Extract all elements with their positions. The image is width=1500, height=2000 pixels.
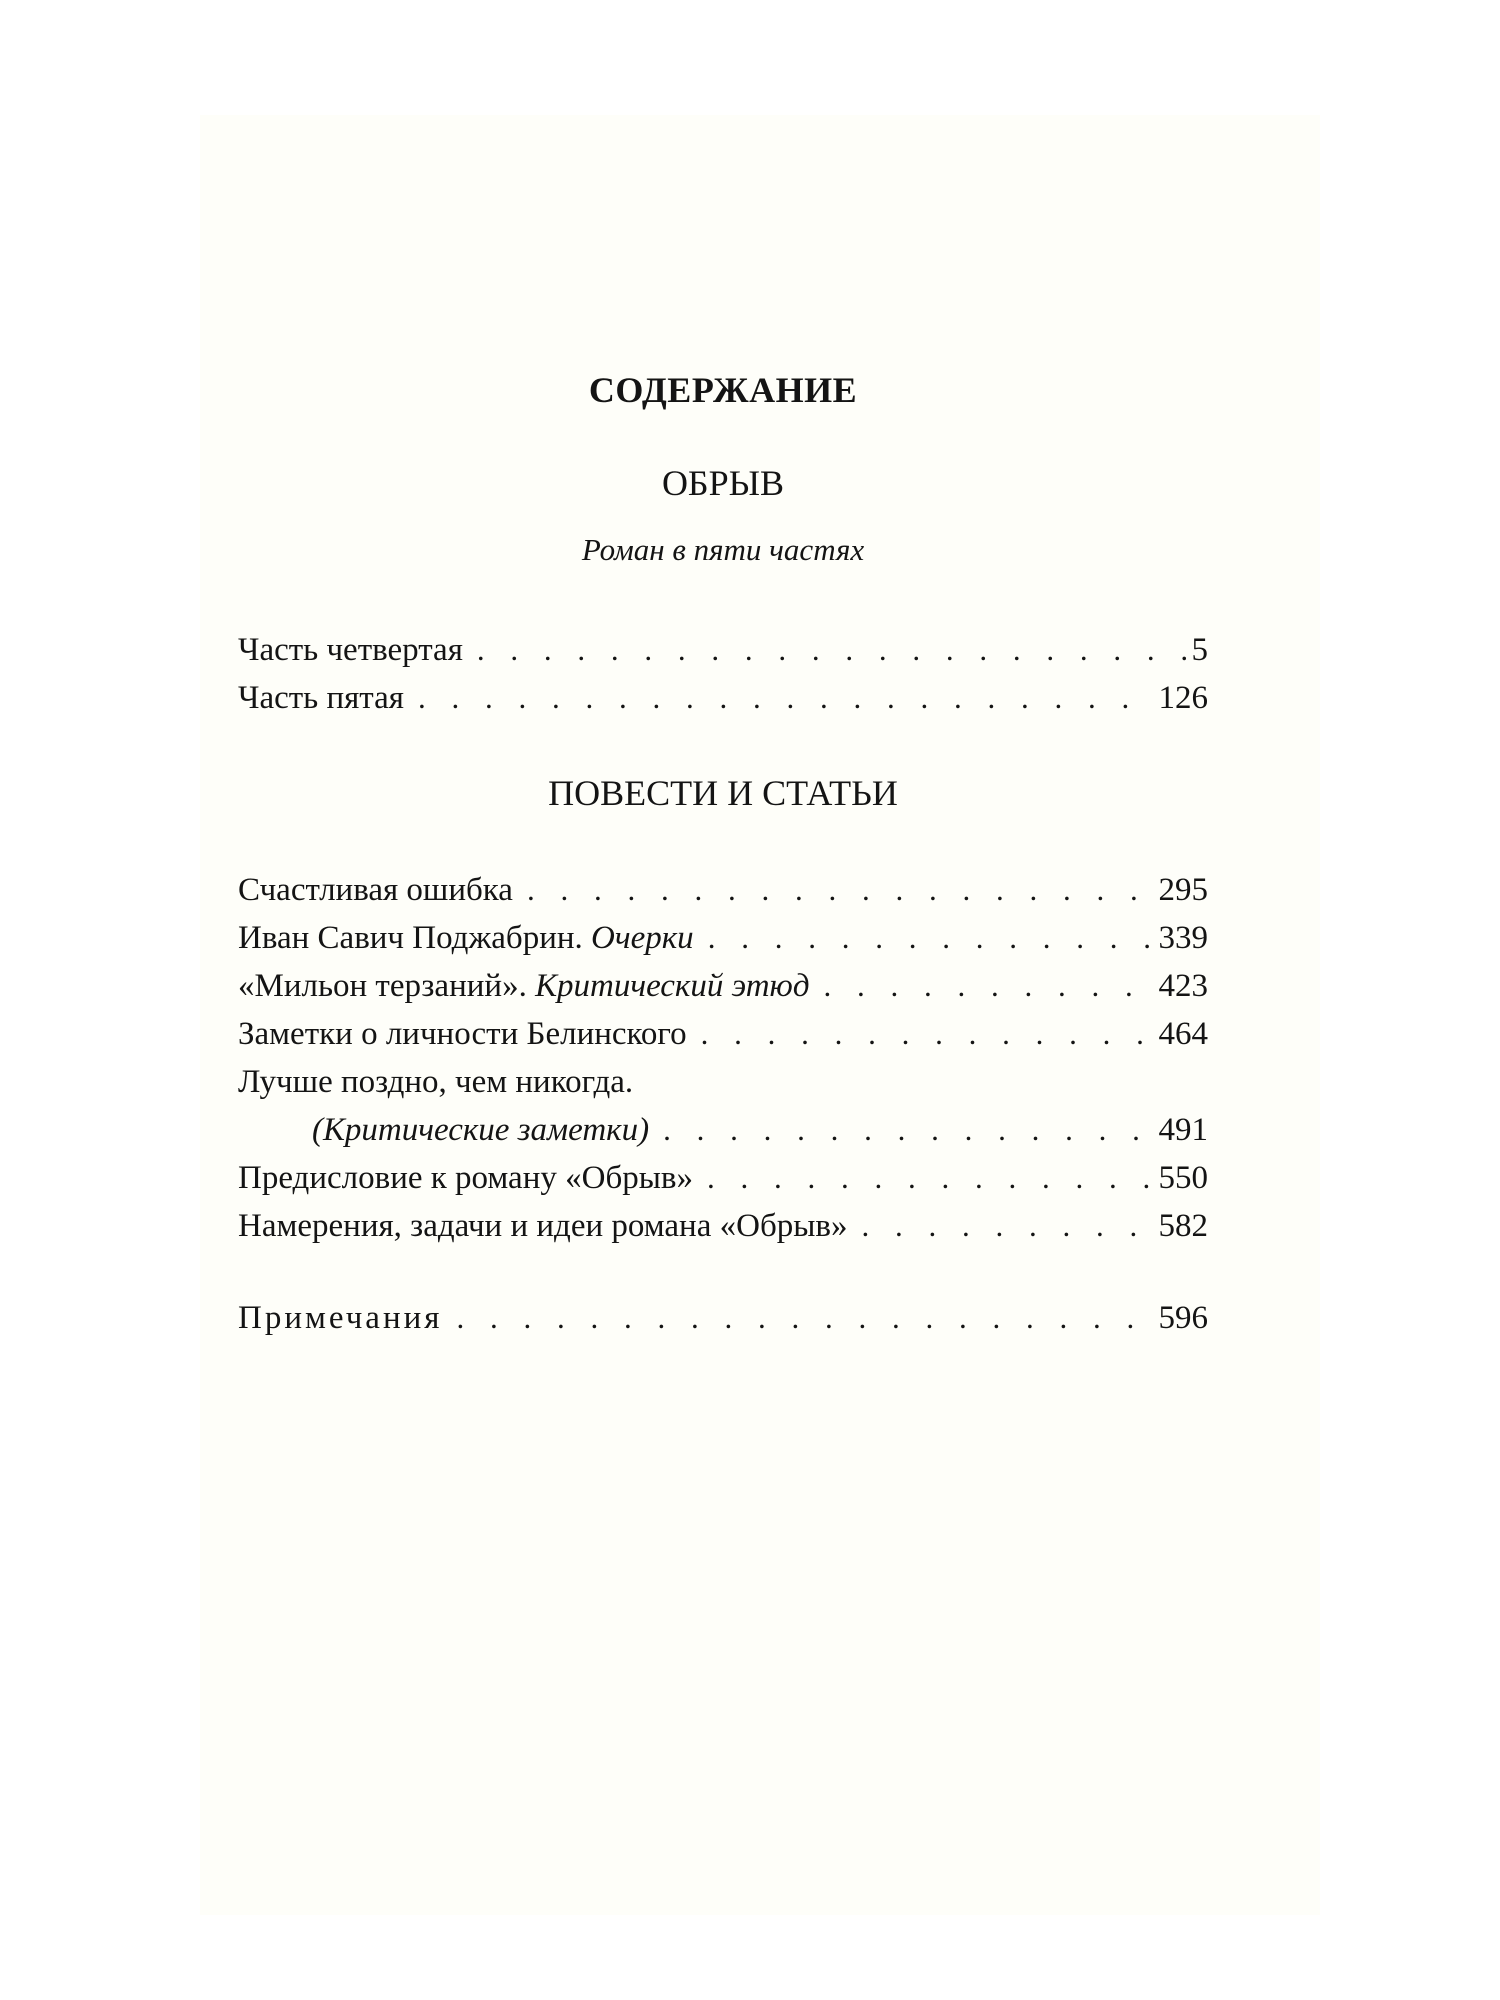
toc-title: СОДЕРЖАНИЕ: [588, 370, 858, 410]
entry-title-main: Иван Савич Поджабрин.: [238, 920, 583, 956]
entry-title: [238, 962, 810, 1010]
section-heading-novel: ОБРЫВ: [661, 463, 785, 503]
dot-leader: [477, 626, 1186, 674]
entry-page-number: 423: [1158, 968, 1208, 1004]
entry-page-number: 582: [1158, 1208, 1208, 1244]
toc-entry-belinsky-notes[interactable]: [238, 1010, 1208, 1058]
entry-page-number: 596: [1158, 1300, 1208, 1336]
entry-title: Часть четвертая: [238, 632, 463, 668]
dot-leader: [663, 1106, 1152, 1154]
toc-entry-part-four[interactable]: [238, 626, 1208, 674]
entry-page-number: 550: [1158, 1160, 1208, 1196]
dot-leader: [707, 1154, 1153, 1202]
entry-title-genre: Очерки: [591, 920, 694, 956]
entry-title-main: «Мильон терзаний».: [238, 968, 527, 1004]
novel-subtitle: Роман в пяти частях: [581, 532, 865, 567]
dot-leader: [456, 1294, 1152, 1342]
dot-leader: [862, 1202, 1153, 1250]
entry-continuation: [238, 1106, 1208, 1154]
section-heading-stories: ПОВЕСТИ И СТАТЬИ: [548, 773, 898, 813]
entry-title: Предисловие к роману «Обрыв»: [238, 1160, 693, 1196]
dot-leader: [824, 962, 1153, 1010]
entry-title-genre: (Критические заметки): [312, 1112, 650, 1148]
toc-entry-better-late[interactable]: [238, 1058, 1208, 1154]
toc-entry-intentions[interactable]: [238, 1202, 1208, 1250]
toc-entry-happy-mistake[interactable]: [238, 866, 1208, 914]
toc-entry-million-torments[interactable]: [238, 962, 1208, 1010]
entry-page-number: 491: [1158, 1112, 1208, 1148]
dot-leader: [701, 1010, 1153, 1058]
entry-page-number: 126: [1158, 680, 1208, 716]
toc-entry-notes[interactable]: [238, 1294, 1208, 1342]
entry-title: Лучше поздно, чем никогда.: [238, 1064, 634, 1100]
entry-title: [238, 914, 694, 962]
toc-entry-podzhabrin[interactable]: [238, 914, 1208, 962]
table-of-contents: [238, 366, 1208, 1342]
toc-entry-part-five[interactable]: [238, 674, 1208, 722]
entry-title: Заметки о личности Белинского: [238, 1016, 687, 1052]
entry-page-number: 295: [1158, 872, 1208, 908]
entry-title: Счастливая ошибка: [238, 872, 513, 908]
toc-entry-preface[interactable]: [238, 1154, 1208, 1202]
entry-title: Намерения, задачи и идеи романа «Обрыв»: [238, 1208, 848, 1244]
entry-title-genre: Критический этюд: [535, 968, 810, 1004]
entry-page-number: 5: [1191, 632, 1208, 668]
dot-leader: [708, 914, 1153, 962]
entry-page-number: 464: [1158, 1016, 1208, 1052]
entry-page-number: 339: [1158, 920, 1208, 956]
entry-title: Часть пятая: [238, 680, 404, 716]
entry-title: Примечания: [238, 1300, 443, 1336]
dot-leader: [527, 866, 1153, 914]
dot-leader: [418, 674, 1153, 722]
